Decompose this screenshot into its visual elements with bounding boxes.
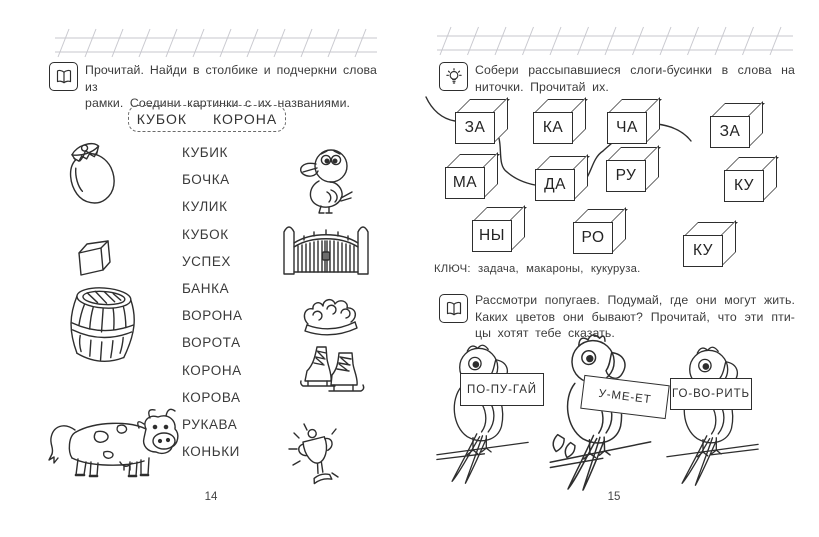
word-item: КОНЬКИ [182,444,240,460]
barrel-illustration [66,283,140,367]
crown-illustration [299,291,363,341]
word-item: КУБИК [182,145,229,160]
page-right [410,0,819,537]
word-item: КОРОВА [182,389,241,405]
cube-illustration [72,238,114,280]
word-item: КОРОНА [182,362,242,378]
syllable-cube [573,209,624,252]
word-item: БОЧКА [182,172,230,188]
parrot-sign: У-МЕ-ЕТ [580,375,670,419]
frame-word: КУБОК [136,110,187,127]
parrot-sign: ГО-ВО-РИТЬ [670,378,752,410]
page-number: 15 [607,491,621,503]
skates-illustration [299,341,367,399]
syllable-cube [455,99,506,142]
task-line: Каких цветов они бывают? Прочитай, что эти пти- [475,309,795,324]
syllable-cube [683,222,734,265]
word-item: РУКАВА [182,416,238,432]
task-line: Рассмотри попугаев. Подумай, где они могут жить. [475,293,795,307]
crow-illustration [293,146,359,216]
cube-syllable: ЗА [464,119,486,136]
syllable-cube [607,99,658,142]
syllable-cube [533,99,584,142]
handwriting-ruled-lines [55,26,377,60]
task-line: рамки. Соедини картинки с их названиями. [85,96,351,111]
cube-syllable: КА [542,119,564,136]
word-item: УСПЕХ [182,253,232,269]
parrot-illustration [665,341,760,487]
page-number: 14 [204,491,218,503]
word-item: ВОРОНА [182,308,243,324]
parrot-sign: ПО-ПУ-ГАЙ [460,373,544,406]
word-item: КУЛИК [182,199,228,215]
frame-word: КОРОНА [213,110,278,127]
gate-illustration [281,216,371,278]
cube-syllable: ДА [544,176,566,193]
syllable-cube [535,156,586,199]
word-item: ВОРОТА [182,335,241,351]
cube-syllable: МА [452,174,478,191]
open-book-icon [439,294,468,323]
cube-syllable: НЫ [479,227,505,244]
cube-syllable: КУ [733,177,755,194]
trophy-cup-illustration [286,421,350,495]
syllable-cube [724,157,775,200]
task-line: Прочитай. Найди в столбике и подчеркни слова из [85,63,377,94]
syllable-cube [472,207,523,250]
cube-syllable: РУ [615,167,637,184]
cube-syllable: РО [581,229,605,246]
word-item: БАНКА [182,280,230,296]
answer-key: КЛЮЧ: задача, макароны, кукуруза. [434,263,641,275]
jar-illustration [58,138,126,210]
cow-illustration [38,396,180,484]
task-line: цы хотят тебе сказать. [475,326,615,341]
task-line: ниточки. Прочитай их. [475,79,609,94]
task-line: Собери рассыпавшиеся слоги-бусинки в слова на [475,63,795,77]
word-column [182,139,243,465]
cube-syllable: ЧА [616,119,638,136]
syllable-cube [445,154,496,197]
key-words-frame [128,105,286,132]
parrot-illustration [435,337,530,487]
syllable-cube [606,147,657,190]
word-item: КУБОК [182,226,229,242]
cube-syllable: ЗА [719,123,741,140]
cube-syllable: КУ [692,242,714,259]
open-book-icon [49,62,78,91]
syllable-cube [710,103,761,146]
